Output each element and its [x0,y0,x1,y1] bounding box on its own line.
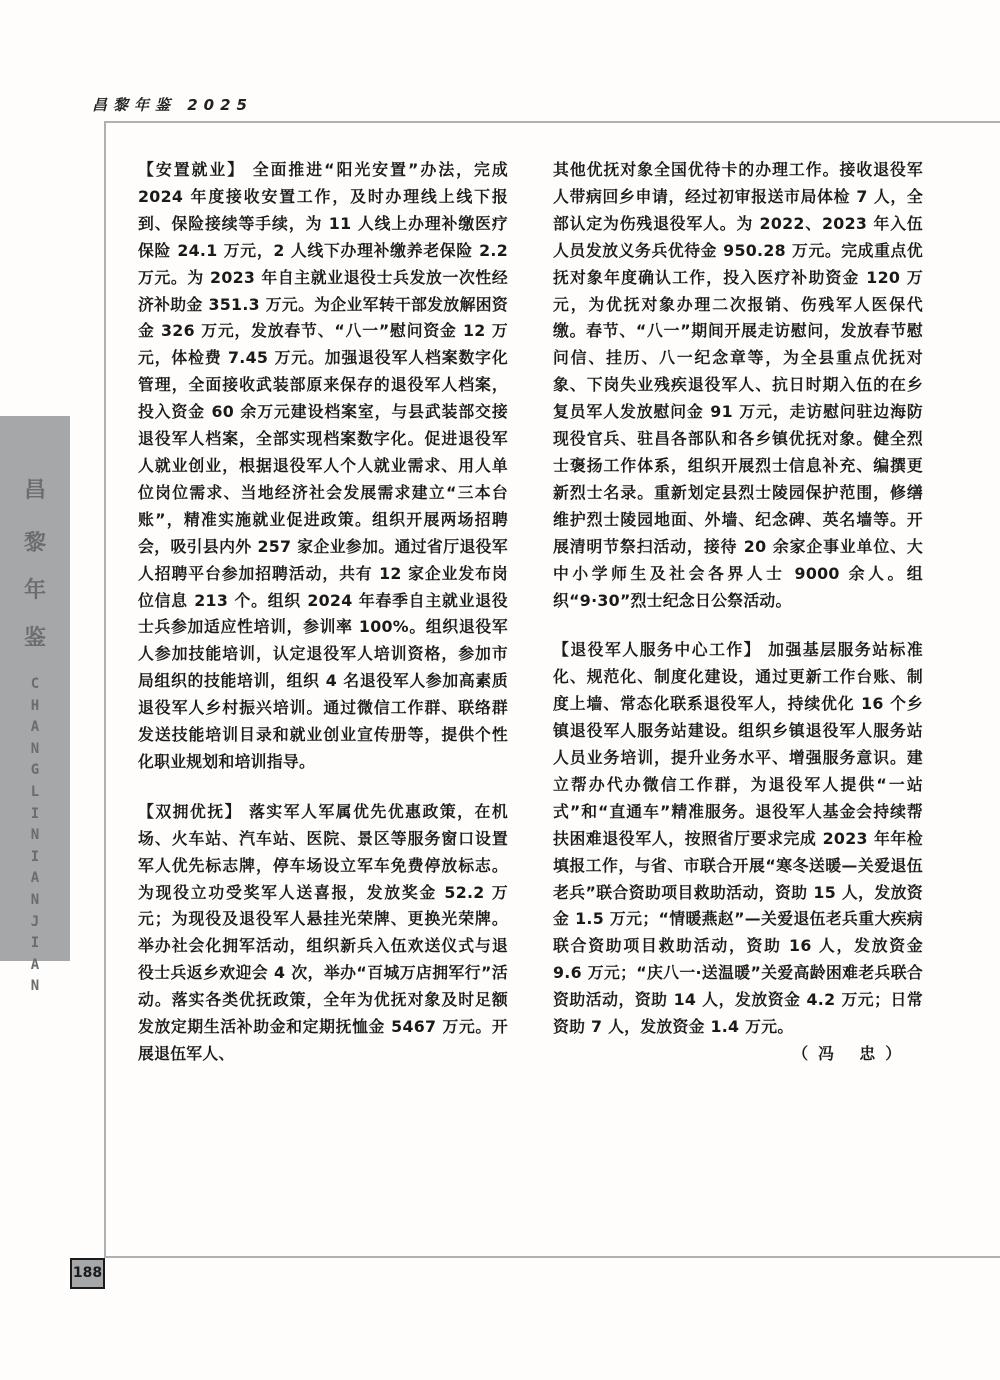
frame-left-rule [104,121,106,1258]
running-head: 昌黎年鉴 2025 [92,96,253,114]
section-heading: 【退役军人服务中心工作】 [553,640,762,660]
frame-bottom-rule [104,1256,1000,1258]
section-support-military [138,799,508,1068]
section-body: 加强基层服务站标准化、规范化、制度化建设，通过更新工作台账、制度上墙、常态化联系退役军人，持续优化 16 个乡镇退役军人服务站建设。组织乡镇退役军人服务站人员业务培训，提升业务水平、增强服务意识。建立帮办代办微信工作群，为退役军人提供“一站式”和“直通车”精准服务。退役军人基金会持续帮扶困难退役军人，按照省厅要求完成 2023 年年检填报工作，与省、市联合开展“寒冬送暖—关爱退伍老兵”联合资助项目救助活动，资助 15 人，发放资金 1.5 万元；“情暖燕赵”—关爱退伍老兵重大疾病联合资助项目救助活动，资助 16 人，发放资金 9.6 万元；“庆八一·送温暖”关爱高龄困难老兵联合资助活动，资助 14 人，发放资金 4.2 万元；日常资助 7 人，发放资金 1.4 万元。 [553,640,923,1037]
left-column [138,157,508,1068]
right-column [553,157,923,1068]
side-tab-char: 黎 [23,531,46,556]
section-body: 全面推进“阳光安置”办法，完成 2024 年度接收安置工作，及时办理线上线下报到、保险接续等手续，为 11 人线上办理补缴医疗保险 24.1 万元，2 人线下办理补缴养老保险 2.2 万元。为 2023 年自主就业退役士兵发放一次性经济补助金 351.3 万元。为企业军转干部发放解困资金 326 万元，发放春节、“八一”慰问资金 12 万元，体检费 7.45 万元。加强退役军人档案数字化管理，全面接收武装部原来保存的退役军人档案，投入资金 60 余万元建设档案室，与县武装部交接退役军人档案，全部实现档案数字化。促进退役军人就业创业，根据退役军人个人就业需求、用人单位岗位需求、当地经济社会发展需求建立“三本台账”，精准实施就业促进政策。组织开展两场招聘会，吸引县内外 257 家企业参加。通过省厅退役军人招聘平台参加招聘活动，共有 12 家企业发布岗位信息 213 个。组织 2024 年春季自主就业退役士兵参加适应性培训，参训率 100%。组织退役军人参加技能培训，认定退役军人培训资格，参加市局组织的技能培训，组织 4 名退役军人参加高素质退役军人乡村振兴培训。通过微信工作群、联络群发送技能培训目录和就业创业宣传册等，提供个性化职业规划和培训指导。 [138,160,508,771]
section-heading: 【安置就业】 [138,160,246,179]
side-tab-pinyin: C H A N G L I N I A N J I A N [30,676,40,995]
side-tab-char: 鉴 [23,626,46,651]
section-continued [553,157,923,614]
side-tab-char: 年 [23,578,46,603]
section-placement-employment [138,157,508,776]
author-credit: （冯 忠） [792,1044,911,1063]
section-body: 其他优抚对象全国优待卡的办理工作。接收退役军人带病回乡申请，经过初审报送市局体检 7 人，全部认定为伤残退役军人。为 2022、2023 年入伍人员发放义务兵优待金 950.28 万元。完成重点优抚对象年度确认工作，投入医疗补助资金 120 万元，为优抚对象办理二次报销、伤残军人医保代缴。春节、“八一”期间开展走访慰问，发放春节慰问信、挂历、八一纪念章等，为全县重点优抚对象、下岗失业残疾退役军人、抗日时期入伍的在乡复员军人发放慰问金 91 万元，走访慰问驻边海防现役官兵、驻昌各部队和各乡镇优抚对象。健全烈士褒扬工作体系，组织开展烈士信息补充、编撰更新烈士名录。重新划定县烈士陵园保护范围，修缮维护烈士陵园地面、外墙、纪念碑、英名墙等。开展清明节祭扫活动，接待 20 余家企事业单位、大中小学师生及社会各界人士 9000 余人。组织“9·30”烈士纪念日公祭活动。 [553,160,923,610]
side-tab-char: 昌 [23,478,46,503]
section-heading: 【双拥优抚】 [138,801,243,821]
frame-top-rule [105,121,1000,123]
page-number: 188 [70,1258,105,1289]
side-tab [0,416,70,995]
section-veterans-service-center [553,637,923,1041]
section-body: 落实军人军属优先优惠政策，在机场、火车站、汽车站、医院、景区等服务窗口设置军人优先标志牌，停车场设立军车免费停放标志。为现役立功受奖军人送喜报，发放奖金 52.2 万元；为现役及退役军人悬挂光荣牌、更换光荣牌。举办社会化拥军活动，组织新兵入伍欢送仪式与退役士兵返乡欢迎会 4 次，举办“百城万店拥军行”活动。落实各类优抚政策，全年为优抚对象及时足额发放定期生活补助金和定期抚恤金 5467 万元。开展退伍军人、 [138,801,508,1063]
